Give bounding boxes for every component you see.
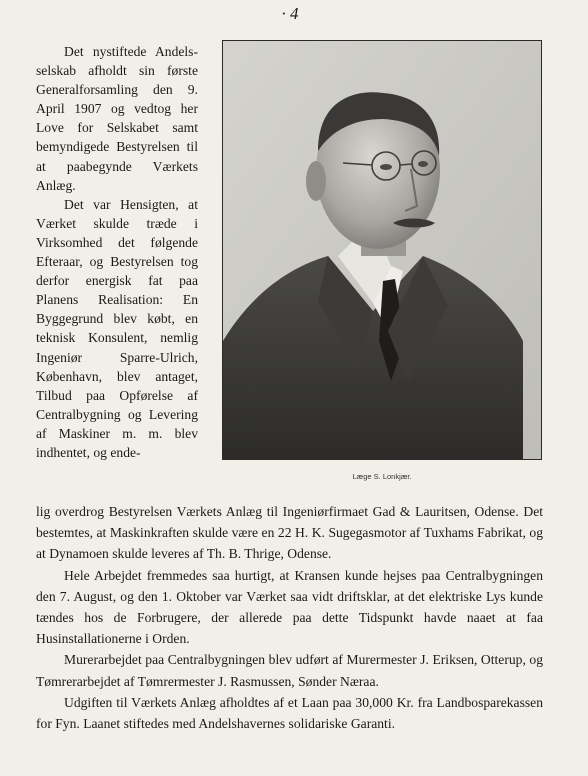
portrait-photo — [222, 40, 542, 460]
left-text-column — [36, 42, 198, 462]
page-number-value: 4 — [290, 4, 299, 23]
page-number: · 4 — [281, 4, 299, 23]
portrait-illustration — [223, 41, 542, 460]
paragraph: Det nystiftede Andelsselskab afholdt sin første Generalforsamling den 9. April 1907 og vedtog her Love for Selskabet samt bemyndigede Bestyrelsen til at paabegynde Værkets Anlæg. — [36, 44, 198, 193]
paragraph: Hele Arbejdet fremmedes saa hurtigt, at Kransen kunde hejses paa Centralbygningen den 7. August, og den 1. Oktober var Værket saa vidt driftsklar, at det elektriske Lys kunde tændes hos de Forbrugere, der allerede paa dette Tidspunkt havde naaet at faa Husinstallationerne i Orden. — [36, 567, 543, 647]
photo-caption: Læge S. Lonkjær. — [352, 472, 412, 481]
paragraph: lig overdrog Bestyrelsen Værkets Anlæg til Ingeniørfirmaet Gad & Lauritsen, Odense. Det bestemtes, at Maskinkraften skulde være en 22 H. K. Sugegasmotor af Tuxhams Fabrikat, og at Dynamoen skulde leveres af Th. B. Thrige, Odense. — [36, 504, 543, 562]
paragraph: Det var Hensigten, at Værket skulde træde i Virksomhed det følgende Efteraar, og Bestyrelsen tog derfor energisk fat paa Planens Realisation: En Byggegrund blev købt, en teknisk Konsulent, nemlig Ingeniør Sparre-Ulrich, København, blev antaget, Tilbud paa Opførelse af Centralbygning og Levering af Maskiner m. m. blev indhentet, og ende- — [36, 196, 198, 460]
paragraph: Murerarbejdet paa Centralbygningen blev udført af Murermester J. Eriksen, Otterup, og Tømrerarbejdet af Tømrermester J. Rasmussen, Sønder Næraa. — [36, 652, 543, 689]
paragraph: Udgiften til Værkets Anlæg afholdtes af et Laan paa 30,000 Kr. fra Landbosparekassen for Fyn. Laanet stiftedes med Andelshavernes solidariske Garanti. — [36, 694, 543, 732]
full-width-text — [36, 501, 543, 734]
